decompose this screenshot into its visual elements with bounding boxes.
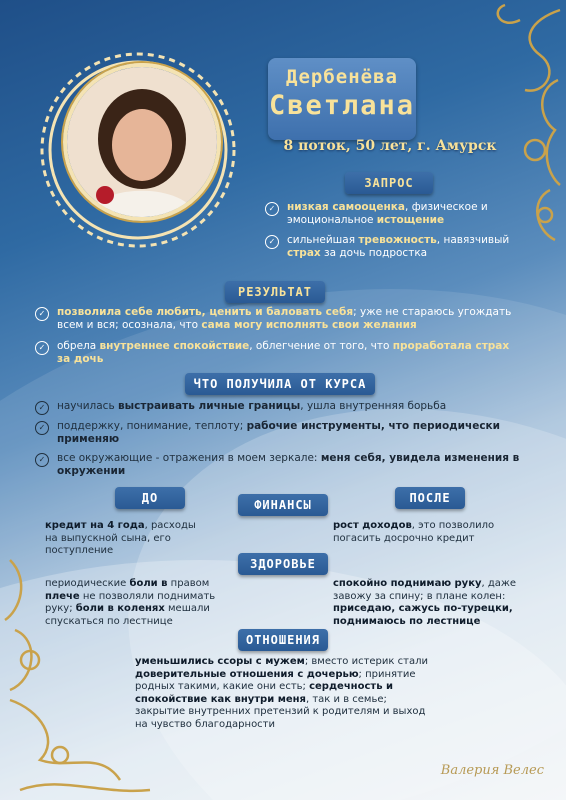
- check-icon: ✓: [265, 235, 279, 249]
- course-item-text: поддержку, понимание, теплоту; рабочие инструменты, что периодически применяю: [57, 420, 501, 445]
- before-finance-text: кредит на 4 года, расходы на выпускной сына, его поступление: [45, 520, 196, 556]
- author-signature: Валерия Велес: [440, 763, 544, 778]
- check-icon: ✓: [35, 401, 49, 415]
- course-title: ЧТО ПОЛУЧИЛА ОТ КУРСА: [185, 373, 375, 395]
- after-health-text: спокойно поднимаю руку, даже завожу за спину; в плане колен: приседаю, сажусь по-турецки, поднимаюсь по лестнице: [333, 578, 517, 627]
- participant-info: 8 поток, 50 лет, г. Амурск: [283, 138, 497, 154]
- request-item-text: низкая самооценка, физическое и эмоциональное истощение: [287, 201, 488, 226]
- course-item: [35, 420, 525, 446]
- request-item: [265, 201, 535, 227]
- relations-text: уменьшились ссоры с мужем; вместо истерик стали доверительные отношения с дочерью; принятие родных такими, какие они есть; сердечность и спокойствие как внутри меня, так и в семье; закрытие внутренних претензий к родителям и выход на чувство благодарности: [135, 656, 428, 730]
- finance-title: ФИНАНСЫ: [238, 494, 328, 516]
- check-icon: ✓: [265, 202, 279, 216]
- health-title: ЗДОРОВЬЕ: [238, 553, 328, 575]
- course-item: [35, 452, 525, 478]
- after-finance-text: рост доходов, это позволило погасить досрочно кредит: [333, 520, 495, 544]
- check-icon: ✓: [35, 453, 49, 467]
- course-item: [35, 400, 525, 413]
- check-icon: ✓: [35, 307, 49, 321]
- course-item-text: научилась выстраивать личные границы, ушла внутренняя борьба: [57, 400, 447, 412]
- check-icon: ✓: [35, 341, 49, 355]
- after-title: ПОСЛЕ: [395, 487, 465, 509]
- result-item-text: обрела внутреннее спокойствие, облегчение от того, что проработала страх за дочь: [57, 340, 510, 365]
- result-item-text: позволила себе любить, ценить и баловать себя; уже не стараюсь угождать всем и вся; осознала, что сама могу исполнять свои желания: [57, 306, 512, 331]
- first-name: Светлана: [268, 90, 416, 121]
- result-item: [35, 340, 525, 366]
- surname: Дербенёва: [286, 66, 398, 88]
- check-icon: ✓: [35, 421, 49, 435]
- before-title: ДО: [115, 487, 185, 509]
- name-badge: [268, 58, 416, 140]
- portrait-image-icon: [67, 67, 217, 217]
- relations-title: ОТНОШЕНИЯ: [238, 629, 328, 651]
- result-title: РЕЗУЛЬТАТ: [225, 281, 325, 303]
- course-item-text: все окружающие - отражения в моем зеркале: меня себя, увидела изменения в окружении: [57, 452, 520, 477]
- portrait-photo: [63, 63, 221, 221]
- before-health-text: периодические боли в правом плече не позволяли поднимать руку; боли в коленях мешали спускаться по лестнице: [45, 578, 216, 627]
- request-title: ЗАПРОС: [345, 172, 433, 194]
- request-item: [265, 234, 535, 260]
- request-item-text: сильнейшая тревожность, навязчивый страх за дочь подростка: [287, 234, 510, 259]
- result-item: [35, 306, 525, 332]
